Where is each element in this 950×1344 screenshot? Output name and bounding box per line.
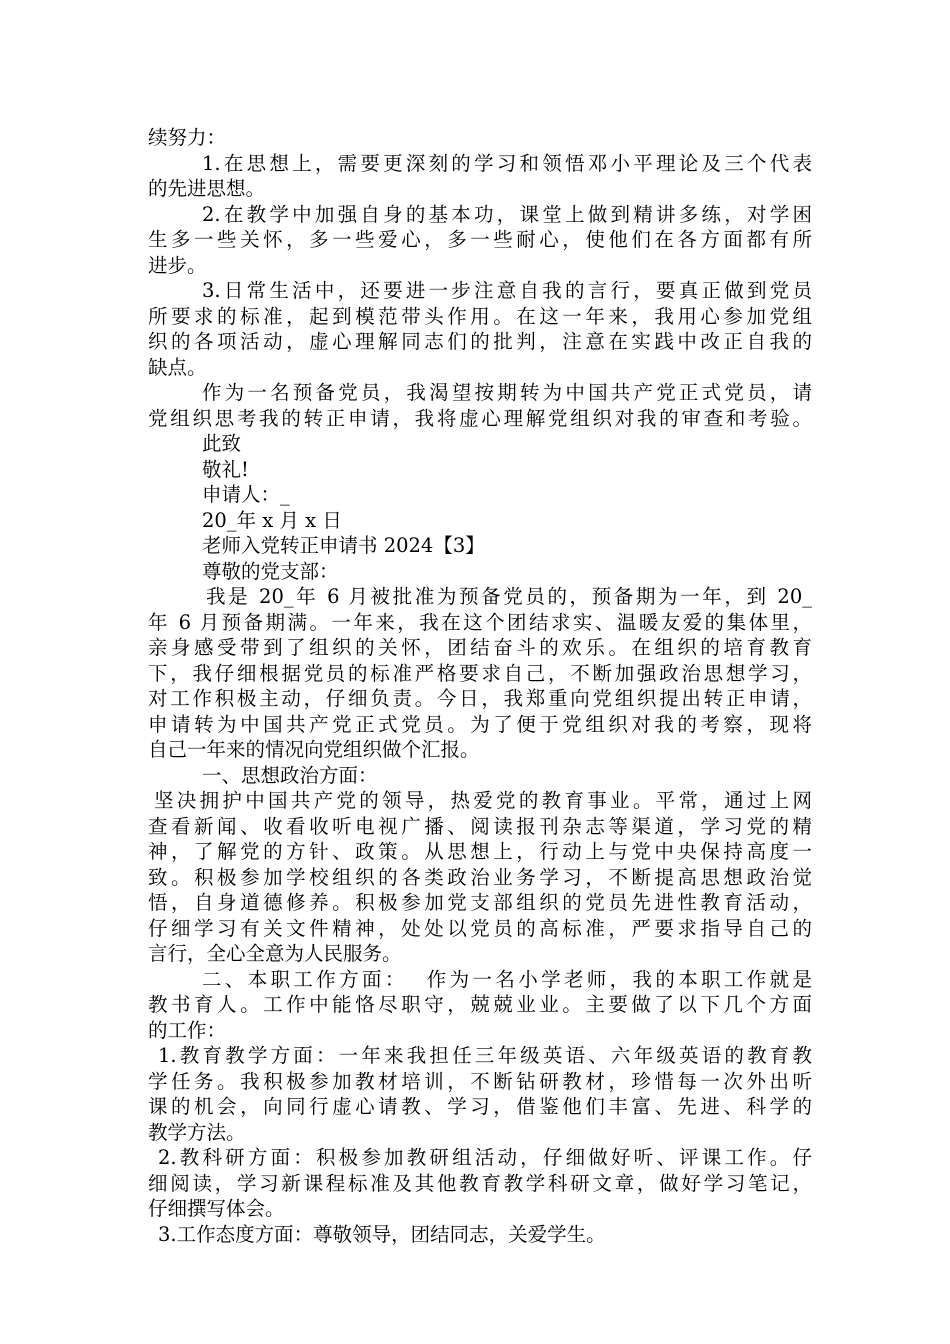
text-line: 1.在思想上，需要更深刻的学习和领悟邓小平理论及三个代表: [202, 151, 812, 175]
text-line: 20_年 x 月 x 日: [202, 508, 342, 532]
text-line: 进步。: [148, 253, 207, 277]
text-line: 1.教育教学方面：一年来我担任三年级英语、六年级英语的教育教: [158, 1044, 812, 1067]
text-line: 3.日常生活中，还要进一步注意自我的言行，要真正做到党员: [202, 279, 812, 302]
text-line: 敬礼!: [202, 457, 249, 481]
text-line: 此致: [202, 432, 242, 455]
text-line: 亲身感受带到了组织的关怀，团结奋斗的欢乐。在组织的培育教育: [148, 636, 812, 659]
text-line: 的先进思想。: [148, 177, 266, 200]
text-line: 申请转为中国共产党正式党员。为了便于党组织对我的考察，现将: [148, 712, 812, 736]
text-line: 神，了解党的方针、政策。从思想上，行动上与党中央保持高度一: [148, 840, 812, 863]
text-line: 作为一名预备党员，我渴望按期转为中国共产党正式党员，请: [202, 381, 812, 404]
text-line: 我是 20_年 6 月被批准为预备党员的，预备期为一年，到 20_: [206, 585, 812, 608]
text-line: 学任务。我积极参加教材培训，不断钻研教材，珍惜每一次外出听: [148, 1069, 812, 1093]
text-line: 言行，全心全意为人民服务。: [148, 942, 402, 965]
text-line: 的工作：: [148, 1018, 227, 1042]
text-line: 教书育人。工作中能恪尽职守，兢兢业业。主要做了以下几个方面: [148, 993, 812, 1016]
text-line: 申请人：_: [202, 483, 290, 506]
text-line: 对工作积极主动，仔细负责。今日，我郑重向党组织提出转正申请，: [148, 687, 812, 710]
document-page: [148, 125, 812, 1247]
text-line: 续努力：: [148, 126, 227, 149]
text-line: 2.在教学中加强自身的基本功，课堂上做到精讲多练，对学困: [202, 202, 812, 226]
text-line: 仔细学习有关文件精神，处处以党员的高标准，严要求指导自己的: [148, 916, 812, 940]
text-line: 尊敬的党支部：: [202, 559, 339, 583]
text-line: 一、思想政治方面：: [202, 763, 378, 787]
text-line: 查看新闻、收看收听电视广播、阅读报刊杂志等渠道，学习党的精: [148, 814, 812, 838]
text-line: 课的机会，向同行虚心请教、学习，借鉴他们丰富、先进、科学的: [148, 1095, 812, 1118]
text-line: 自己一年来的情况向党组织做个汇报。: [148, 738, 480, 761]
text-line: 教学方法。: [148, 1120, 246, 1144]
text-line: 细阅读，学习新课程标准及其他教育教学科研文章，做好学习笔记，: [148, 1171, 812, 1195]
text-line: 仔细撰写体会。: [148, 1197, 285, 1220]
text-line: 缺点。: [148, 355, 207, 379]
text-line: 3.工作态度方面：尊敬领导，团结同志，关爱学生。: [158, 1222, 606, 1246]
text-line: 党组织思考我的转正申请，我将虚心理解党组织对我的审查和考验。: [148, 406, 812, 430]
text-line: 下，我仔细根据党员的标准严格要求自己，不断加强政治思想学习，: [148, 661, 812, 685]
text-line: 二、本职工作方面： 作为一名小学老师，我的本职工作就是: [202, 967, 812, 991]
text-line: 致。积极参加学校组织的各类政治业务学习，不断提高思想政治觉: [148, 865, 812, 889]
text-line: 悟，自身道德修养。积极参加党支部组织的党员先进性教育活动，: [148, 891, 812, 914]
text-line: 老师入党转正申请书 2024【3】: [202, 534, 485, 557]
text-line: 坚决拥护中国共产党的领导，热爱党的教育事业。平常，通过上网: [154, 789, 812, 812]
text-line: 织的各项活动，虚心理解同志们的批判，注意在实践中改正自我的: [148, 330, 812, 353]
text-line: 2.教科研方面：积极参加教研组活动，仔细做好听、评课工作。仔: [158, 1146, 812, 1169]
text-line: 生多一些关怀，多一些爱心，多一些耐心，使他们在各方面都有所: [148, 228, 812, 251]
text-line: 年 6 月预备期满。一年来，我在这个团结求实、温暖友爱的集体里，: [148, 610, 812, 634]
text-line: 所要求的标准，起到模范带头作用。在这一年来，我用心参加党组: [148, 304, 812, 328]
